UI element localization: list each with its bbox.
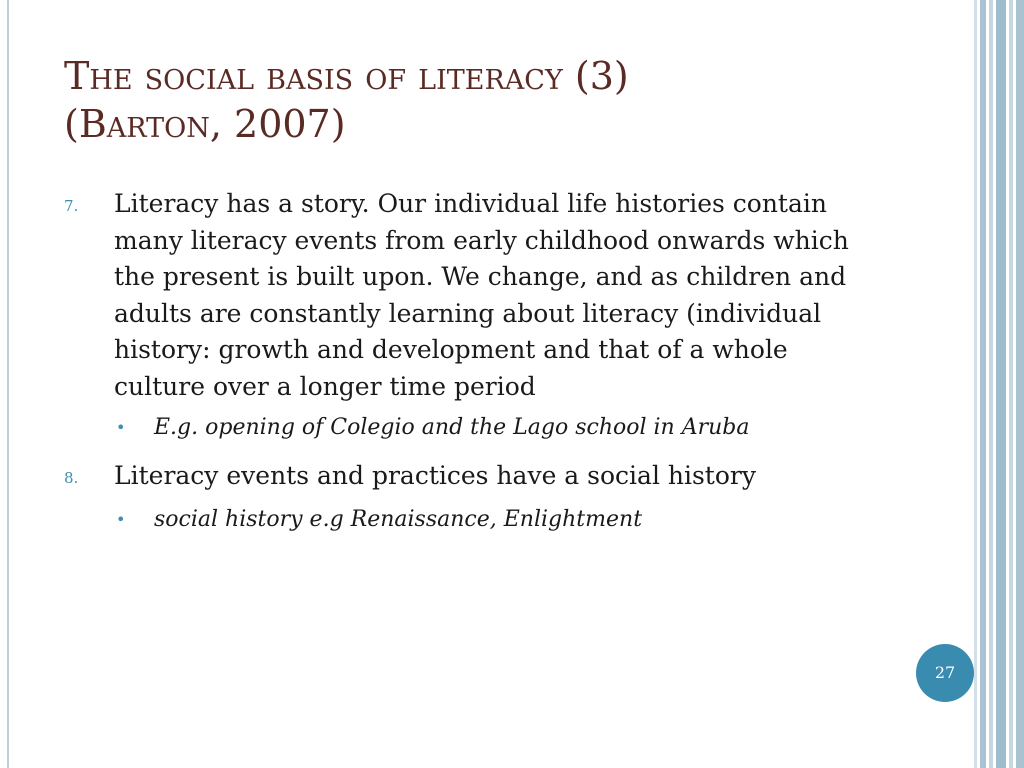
item-number: 8. (64, 469, 79, 487)
numbered-item-7 (64, 186, 864, 405)
slide-title (64, 52, 924, 148)
right-decorative-stripes (974, 0, 1024, 768)
item-text: Literacy events and practices have a social history (114, 461, 756, 490)
left-border-line (7, 0, 9, 768)
page-number-badge (916, 644, 974, 702)
slide-title-line-1: The social basis of literacy (3) (64, 54, 629, 98)
item-number: 7. (64, 197, 79, 215)
numbered-item-8 (64, 458, 864, 495)
slide-title-line-2: (Barton, 2007) (64, 102, 346, 146)
item-text: Literacy has a story. Our individual life histories contain many literacy events from early childhood onwards which the present is built upon. We change, and as children and adults are constantly learning about literacy (individual history: growth and development and that of a whole culture over a longer time period (114, 189, 849, 401)
sub-bullet-text: social history e.g Renaissance, Enlightment (154, 506, 643, 532)
sub-bullet-item-7 (64, 411, 864, 444)
slide-content (64, 186, 864, 536)
sub-bullet-text: E.g. opening of Colegio and the Lago school in Aruba (154, 415, 750, 440)
bullet-icon: • (116, 509, 126, 529)
sub-bullet-item-8 (64, 503, 864, 536)
bullet-icon: • (116, 418, 126, 437)
page-number: 27 (934, 663, 956, 682)
